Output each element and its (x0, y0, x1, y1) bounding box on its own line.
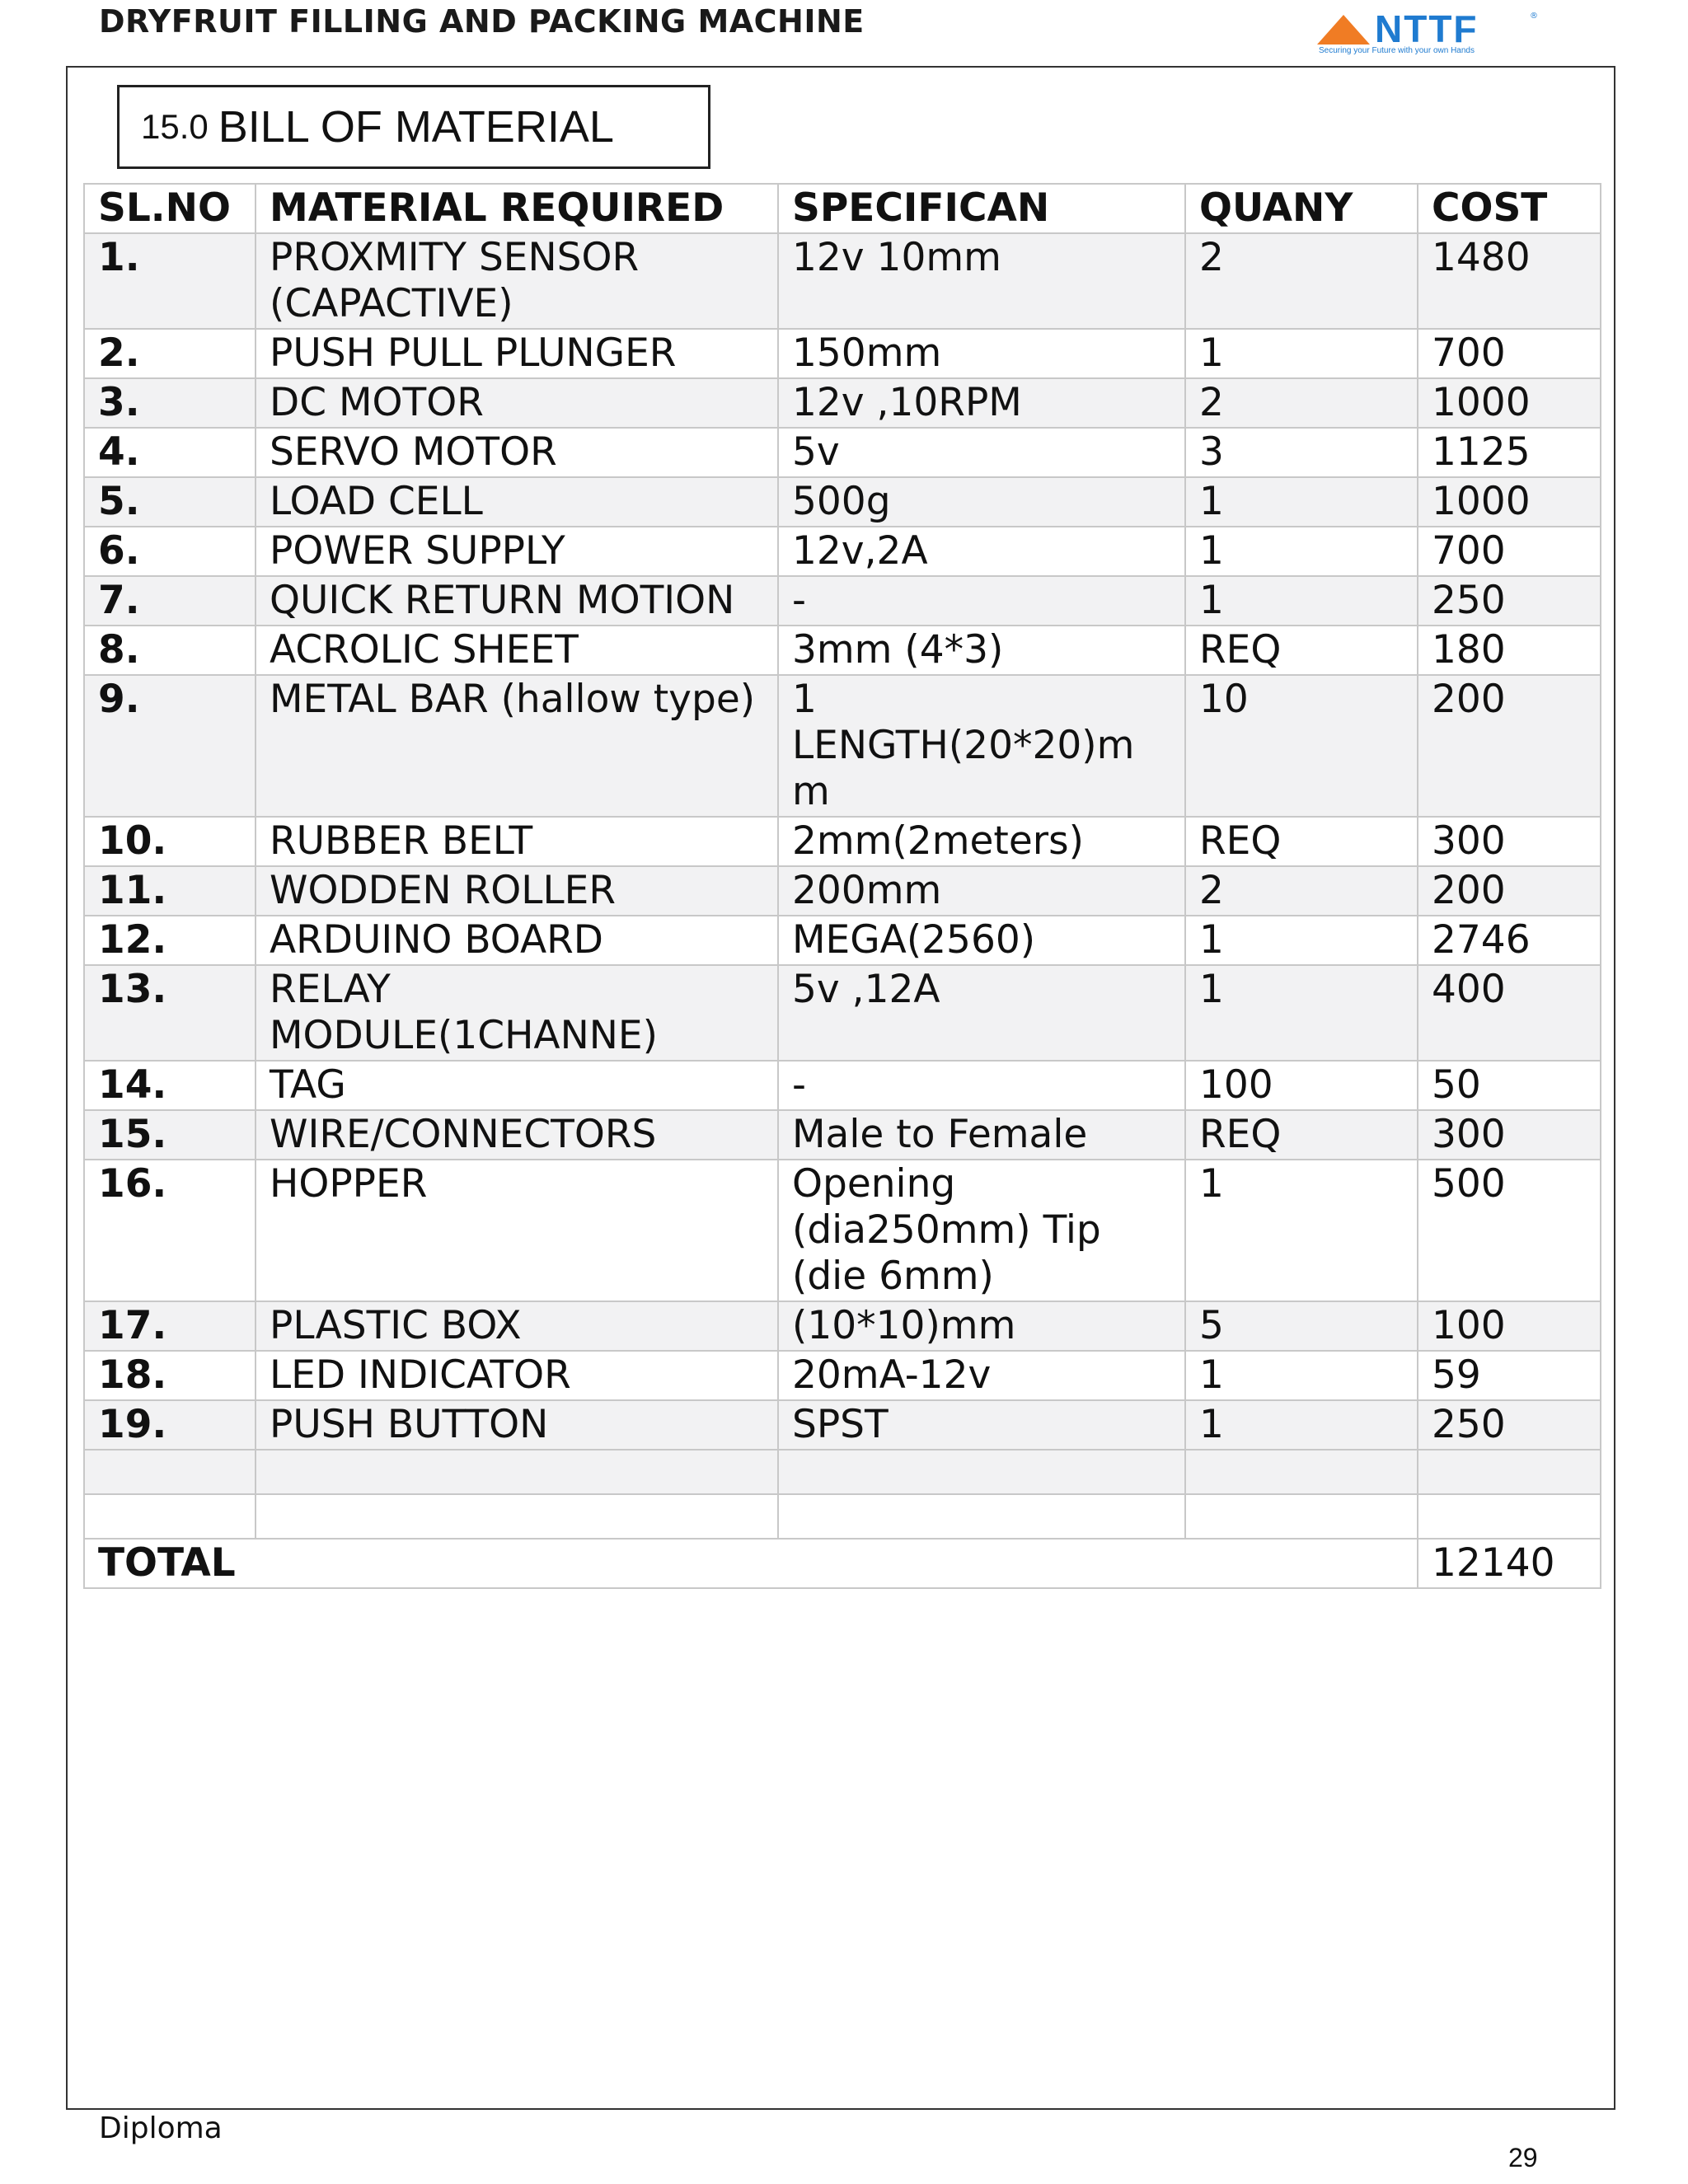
material-cell: WIRE/CONNECTORS (256, 1110, 778, 1160)
material-cell: SERVO MOTOR (256, 428, 778, 477)
specification-cell: 200mm (778, 866, 1185, 916)
table-header-row (84, 184, 1601, 233)
registered-mark-icon: ® (1530, 12, 1538, 21)
specification-cell: (10*10)mm (778, 1301, 1185, 1351)
table-row (84, 675, 1601, 817)
cost-cell: 1125 (1418, 428, 1601, 477)
page-number: 29 (1508, 2143, 1538, 2172)
table-row (84, 1160, 1601, 1301)
sl-no-cell: 11. (84, 866, 256, 916)
table-row (84, 428, 1601, 477)
cost-cell: 180 (1418, 626, 1601, 675)
cost-cell: 100 (1418, 1301, 1601, 1351)
specification-cell: 5v (778, 428, 1185, 477)
table-row (84, 1351, 1601, 1400)
table-row (84, 916, 1601, 965)
material-cell: LED INDICATOR (256, 1351, 778, 1400)
table-row (84, 1110, 1601, 1160)
sl-no-cell: 12. (84, 916, 256, 965)
logo-triangle-icon (1317, 15, 1370, 45)
quantity-cell: REQ (1185, 817, 1418, 866)
material-cell: RELAY MODULE(1CHANNE) (256, 965, 778, 1061)
cost-cell: 400 (1418, 965, 1601, 1061)
specification-cell: 1 LENGTH(20*20)mm (778, 675, 1185, 817)
specification-cell: 12v ,10RPM (778, 378, 1185, 428)
blank-row (84, 1450, 1601, 1494)
sl-no-cell: 15. (84, 1110, 256, 1160)
quantity-cell: 5 (1185, 1301, 1418, 1351)
table-row (84, 576, 1601, 626)
nttf-logo (1317, 7, 1538, 58)
quantity-cell: 1 (1185, 916, 1418, 965)
cost-cell: 2746 (1418, 916, 1601, 965)
column-header-sl-no: SL.NO (84, 184, 256, 233)
column-header-material: MATERIAL REQUIRED (256, 184, 778, 233)
material-cell: DC MOTOR (256, 378, 778, 428)
specification-cell: - (778, 1061, 1185, 1110)
table-body (84, 233, 1601, 1588)
sl-no-cell: 8. (84, 626, 256, 675)
cost-cell: 500 (1418, 1160, 1601, 1301)
cost-cell: 200 (1418, 866, 1601, 916)
footer-course-label: Diploma (99, 2111, 223, 2145)
sl-no-cell: 17. (84, 1301, 256, 1351)
quantity-cell: 1 (1185, 965, 1418, 1061)
total-label: TOTAL (84, 1539, 1418, 1588)
specification-cell: Opening (dia250mm) Tip (die 6mm) (778, 1160, 1185, 1301)
quantity-cell: 1 (1185, 1400, 1418, 1450)
sl-no-cell: 13. (84, 965, 256, 1061)
quantity-cell: REQ (1185, 1110, 1418, 1160)
material-cell: PLASTIC BOX (256, 1301, 778, 1351)
specification-cell: 20mA-12v (778, 1351, 1185, 1400)
specification-cell: 150mm (778, 329, 1185, 378)
sl-no-cell: 5. (84, 477, 256, 527)
material-cell: METAL BAR (hallow type) (256, 675, 778, 817)
sl-no-cell: 6. (84, 527, 256, 576)
quantity-cell: 10 (1185, 675, 1418, 817)
material-cell: PUSH PULL PLUNGER (256, 329, 778, 378)
specification-cell: - (778, 576, 1185, 626)
table-row (84, 1400, 1601, 1450)
table-row (84, 527, 1601, 576)
specification-cell: MEGA(2560) (778, 916, 1185, 965)
material-cell: ACROLIC SHEET (256, 626, 778, 675)
material-cell: RUBBER BELT (256, 817, 778, 866)
section-number: 15.0 (141, 107, 209, 146)
table-row (84, 866, 1601, 916)
sl-no-cell: 16. (84, 1160, 256, 1301)
cost-cell: 1000 (1418, 378, 1601, 428)
table-row (84, 817, 1601, 866)
cost-cell: 1480 (1418, 233, 1601, 329)
cost-cell: 700 (1418, 527, 1601, 576)
quantity-cell: 3 (1185, 428, 1418, 477)
sl-no-cell: 4. (84, 428, 256, 477)
specification-cell: 5v ,12A (778, 965, 1185, 1061)
sl-no-cell: 7. (84, 576, 256, 626)
material-cell: WODDEN ROLLER (256, 866, 778, 916)
quantity-cell: 1 (1185, 477, 1418, 527)
quantity-cell: 1 (1185, 329, 1418, 378)
quantity-cell: 2 (1185, 233, 1418, 329)
table-row (84, 477, 1601, 527)
cost-cell: 300 (1418, 1110, 1601, 1160)
table-row (84, 626, 1601, 675)
table-row (84, 378, 1601, 428)
material-cell: HOPPER (256, 1160, 778, 1301)
cost-cell: 700 (1418, 329, 1601, 378)
sl-no-cell: 19. (84, 1400, 256, 1450)
sl-no-cell: 14. (84, 1061, 256, 1110)
section-title: BILL OF MATERIAL (218, 102, 614, 152)
quantity-cell: 1 (1185, 527, 1418, 576)
specification-cell: 12v 10mm (778, 233, 1185, 329)
specification-cell: SPST (778, 1400, 1185, 1450)
material-cell: POWER SUPPLY (256, 527, 778, 576)
cost-cell: 200 (1418, 675, 1601, 817)
sl-no-cell: 3. (84, 378, 256, 428)
table-row (84, 1061, 1601, 1110)
cost-cell: 1000 (1418, 477, 1601, 527)
quantity-cell: 1 (1185, 1351, 1418, 1400)
specification-cell: 2mm(2meters) (778, 817, 1185, 866)
quantity-cell: 2 (1185, 378, 1418, 428)
material-cell: PUSH BUTTON (256, 1400, 778, 1450)
cost-cell: 300 (1418, 817, 1601, 866)
specification-cell: Male to Female (778, 1110, 1185, 1160)
logo-tagline: Securing your Future with your own Hands (1319, 46, 1475, 55)
specification-cell: 3mm (4*3) (778, 626, 1185, 675)
column-header-cost: COST (1418, 184, 1601, 233)
specification-cell: 500g (778, 477, 1185, 527)
quantity-cell: 1 (1185, 1160, 1418, 1301)
quantity-cell: 2 (1185, 866, 1418, 916)
quantity-cell: 100 (1185, 1061, 1418, 1110)
logo-text: NTTF (1375, 7, 1479, 50)
quantity-cell: REQ (1185, 626, 1418, 675)
cost-cell: 250 (1418, 576, 1601, 626)
table-row (84, 965, 1601, 1061)
material-cell: LOAD CELL (256, 477, 778, 527)
sl-no-cell: 10. (84, 817, 256, 866)
section-heading (117, 85, 710, 169)
specification-cell: 12v,2A (778, 527, 1185, 576)
total-row (84, 1539, 1601, 1588)
cost-cell: 50 (1418, 1061, 1601, 1110)
material-cell: PROXMITY SENSOR (CAPACTIVE) (256, 233, 778, 329)
cost-cell: 59 (1418, 1351, 1601, 1400)
bill-of-material-table (83, 183, 1601, 1589)
document-title: DRYFRUIT FILLING AND PACKING MACHINE (99, 3, 865, 40)
column-header-quantity: QUANY (1185, 184, 1418, 233)
quantity-cell: 1 (1185, 576, 1418, 626)
cost-cell: 250 (1418, 1400, 1601, 1450)
sl-no-cell: 9. (84, 675, 256, 817)
blank-row (84, 1494, 1601, 1539)
material-cell: ARDUINO BOARD (256, 916, 778, 965)
sl-no-cell: 18. (84, 1351, 256, 1400)
table-row (84, 233, 1601, 329)
table-row (84, 329, 1601, 378)
material-cell: TAG (256, 1061, 778, 1110)
total-value: 12140 (1418, 1539, 1601, 1588)
sl-no-cell: 1. (84, 233, 256, 329)
sl-no-cell: 2. (84, 329, 256, 378)
column-header-specification: SPECIFICAN (778, 184, 1185, 233)
material-cell: QUICK RETURN MOTION (256, 576, 778, 626)
table-row (84, 1301, 1601, 1351)
